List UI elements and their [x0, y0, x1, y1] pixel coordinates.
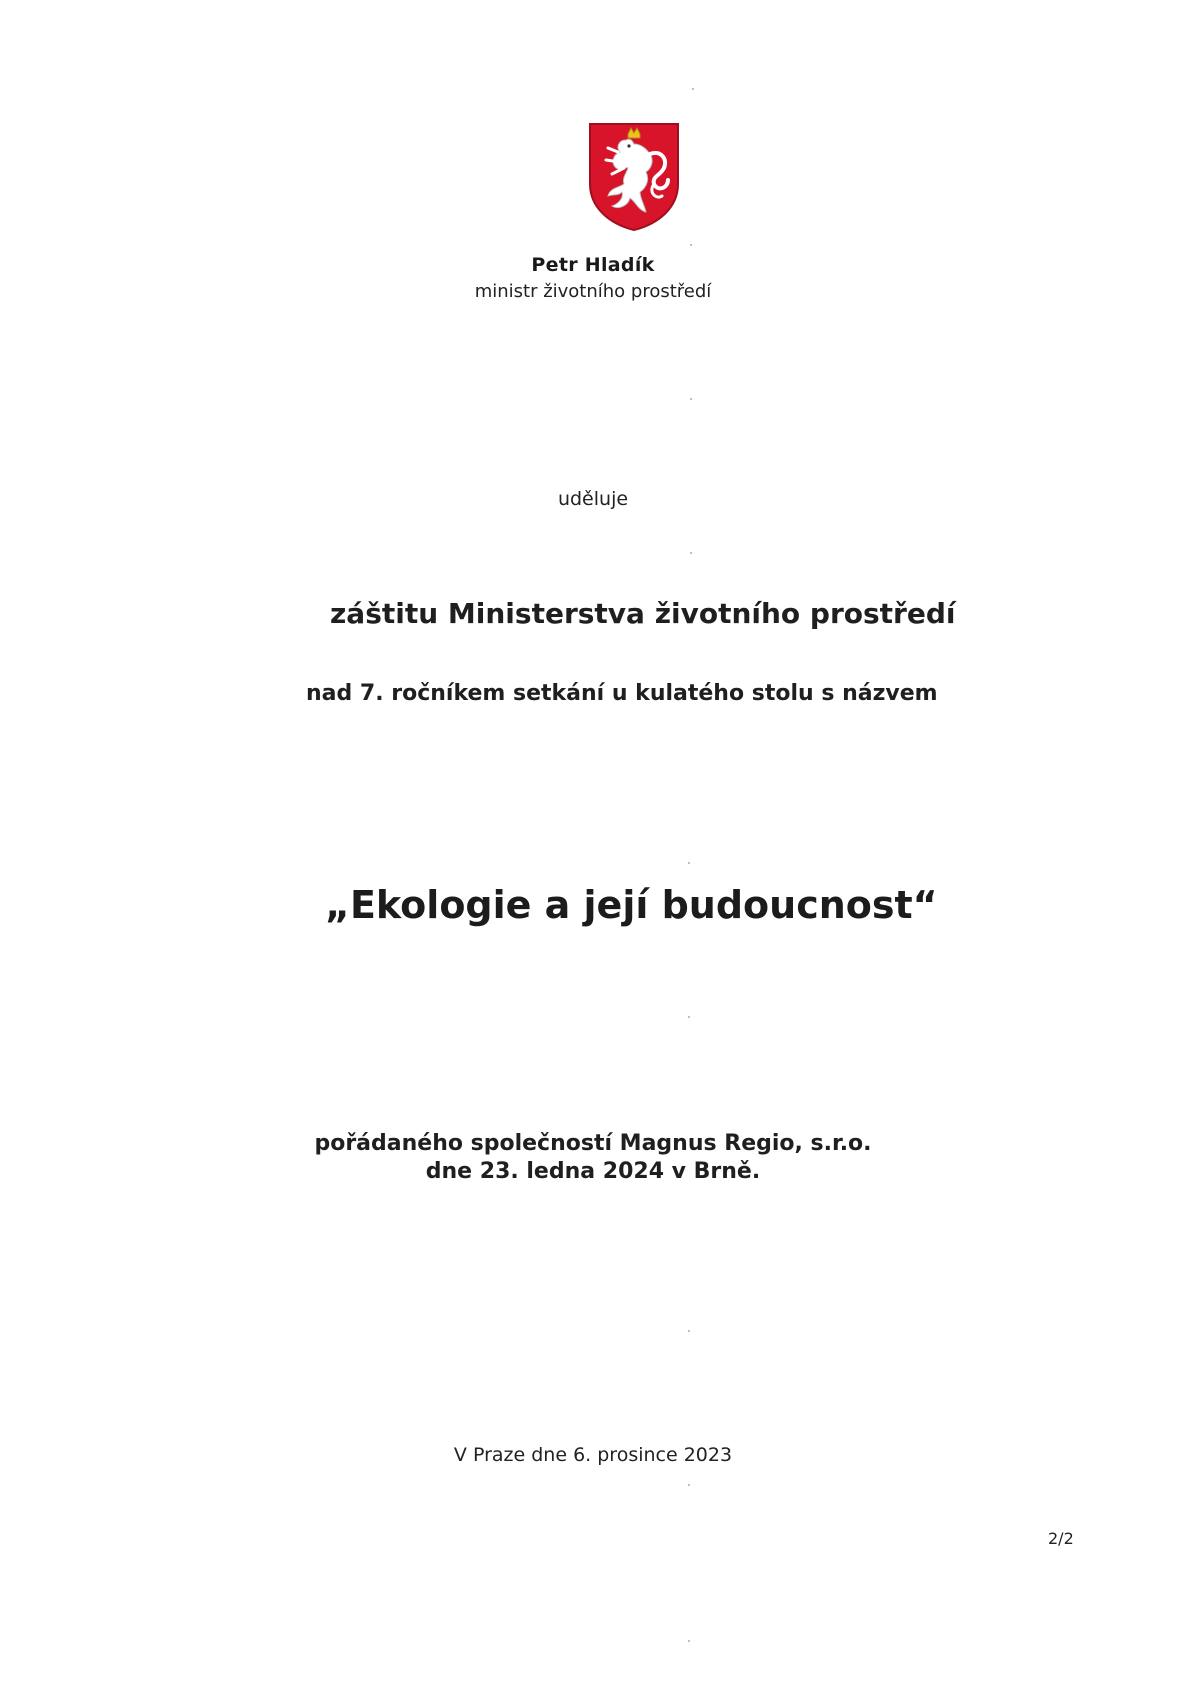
- scan-speck: [688, 1330, 690, 1332]
- minister-role: ministr životního prostředí: [474, 281, 712, 302]
- signing-place-date: V Praze dne 6. prosince 2023: [453, 1444, 733, 1466]
- scan-speck: [690, 244, 692, 246]
- patronage-heading: záštitu Ministerstva životního prostředí: [330, 597, 956, 630]
- scan-speck: [690, 398, 692, 400]
- grants-text: uděluje: [557, 488, 629, 510]
- scan-speck: [688, 862, 690, 864]
- scan-speck: [688, 1016, 690, 1018]
- scan-speck: [692, 88, 694, 90]
- organizer-text: pořádaného společností Magnus Regio, s.r.o.: [314, 1131, 872, 1156]
- page-number: 2/2: [1048, 1529, 1074, 1548]
- minister-name: Petr Hladík: [531, 254, 655, 276]
- czech-coat-of-arms-icon: [588, 122, 680, 232]
- scan-speck: [688, 1640, 690, 1642]
- event-intro-text: nad 7. ročníkem setkání u kulatého stolu s názvem: [306, 681, 938, 706]
- scan-speck: [688, 1484, 690, 1486]
- event-title: „Ekologie a její budoucnost“: [325, 883, 938, 927]
- event-date-place: dne 23. ledna 2024 v Brně.: [425, 1159, 761, 1184]
- scan-speck: [690, 552, 692, 554]
